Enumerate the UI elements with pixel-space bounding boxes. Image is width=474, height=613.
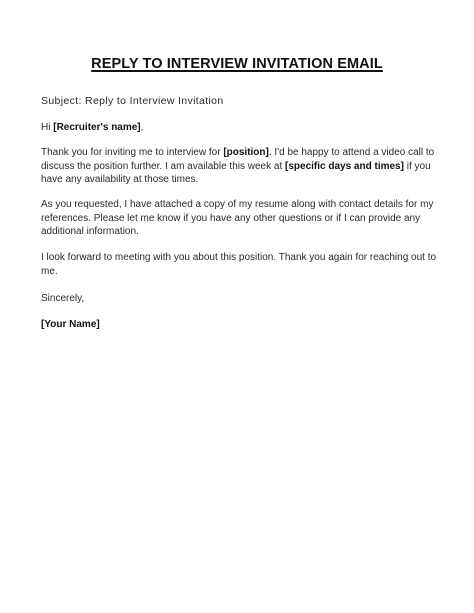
paragraph-1-part-3: if you have any availability at those times. [41,160,431,185]
document-title [0,56,474,72]
paragraph-1-part-1: Thank you for inviting me to interview for [41,147,224,158]
email-greeting [41,121,441,135]
days-times-placeholder: [specific days and times] [285,160,404,172]
email-paragraph-1 [41,146,441,187]
email-closing: Sincerely, [41,293,85,304]
email-paragraph-2: As you requested, I have attached a copy of my resume along with contact details for my references. Please let me know if you have any other questions or if I can provide any additional information. [41,199,434,237]
greeting-suffix: , [140,122,144,133]
position-placeholder: [position] [223,147,269,158]
document-title-text: REPLY TO INTERVIEW INVITATION EMAIL [91,56,383,72]
signature-placeholder: [Your Name] [41,319,100,330]
paragraph-1-part-2: . I'd be happy to attend a video call to discuss the position further. I am available this week at [41,147,435,172]
email-subject-line: Subject: Reply to Interview Invitation [41,95,224,107]
greeting-prefix: Hi [41,122,54,133]
email-paragraph-3: I look forward to meeting with you about this position. Thank you again for reaching out to me. [41,252,437,277]
recruiter-name-placeholder: [Recruiter's name] [53,122,141,133]
